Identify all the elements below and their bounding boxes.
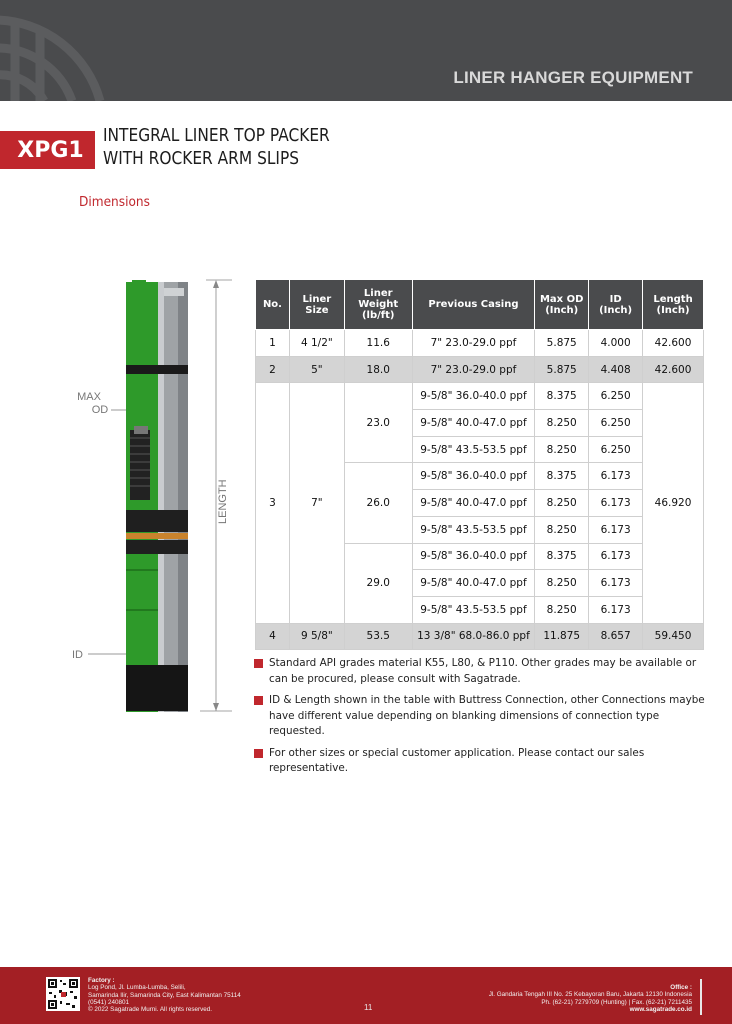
cell-max-od: 5.875 bbox=[535, 330, 589, 357]
cell-max-od: 8.375 bbox=[535, 463, 589, 490]
cell-previous-casing: 9-5/8" 43.5-53.5 ppf bbox=[412, 516, 535, 543]
cell-liner-size: 4 1/2" bbox=[289, 330, 344, 357]
od-label: OD bbox=[91, 404, 109, 416]
length-label: LENGTH bbox=[217, 479, 229, 524]
cell-id: 6.173 bbox=[589, 570, 643, 597]
col-header-previous-casing: Previous Casing bbox=[412, 280, 535, 330]
table-header-row bbox=[256, 280, 704, 330]
max-label: MAX bbox=[77, 391, 101, 403]
cell-id: 6.173 bbox=[589, 463, 643, 490]
cell-length: 42.600 bbox=[643, 356, 704, 383]
cell-length: 59.450 bbox=[643, 623, 704, 650]
cell-previous-casing: 9-5/8" 40.0-47.0 ppf bbox=[412, 570, 535, 597]
cell-max-od: 8.250 bbox=[535, 436, 589, 463]
cell-id: 6.173 bbox=[589, 596, 643, 623]
company-logo-mark bbox=[0, 0, 110, 101]
cell-previous-casing: 9-5/8" 36.0-40.0 ppf bbox=[412, 383, 535, 410]
office-label: Office : bbox=[670, 984, 692, 991]
cell-liner-size: 7" bbox=[289, 383, 344, 623]
factory-line2: Samarinda Ilir, Samarinda City, East Kalimantan 75114 bbox=[88, 991, 241, 999]
copyright: © 2022 Sagatrade Murni. All rights reserved. bbox=[88, 1006, 212, 1014]
note-item bbox=[254, 656, 714, 687]
note-item bbox=[254, 693, 714, 740]
product-title bbox=[103, 125, 330, 171]
dimensions-table bbox=[255, 279, 704, 650]
cell-liner-weight: 29.0 bbox=[344, 543, 412, 623]
cell-previous-casing: 7" 23.0-29.0 ppf bbox=[412, 356, 535, 383]
factory-label: Factory : bbox=[88, 977, 115, 984]
note-item bbox=[254, 746, 714, 777]
packer-technical-drawing bbox=[60, 270, 240, 720]
cell-previous-casing: 9-5/8" 43.5-53.5 ppf bbox=[412, 596, 535, 623]
cell-previous-casing: 9-5/8" 36.0-40.0 ppf bbox=[412, 543, 535, 570]
cell-max-od: 11.875 bbox=[535, 623, 589, 650]
page-number: 11 bbox=[364, 1003, 373, 1012]
cell-liner-size: 5" bbox=[289, 356, 344, 383]
cell-no: 3 bbox=[256, 383, 290, 623]
cell-liner-size: 9 5/8" bbox=[289, 623, 344, 650]
cell-id: 6.173 bbox=[589, 516, 643, 543]
col-header-max-od: Max OD (Inch) bbox=[535, 280, 589, 330]
qr-code-icon bbox=[46, 977, 80, 1011]
office-line2: Ph. (62-21) 7279709 (Hunting) | Fax. (62-21) 7211435 bbox=[541, 998, 692, 1006]
page-header bbox=[0, 0, 732, 101]
cell-id: 6.173 bbox=[589, 543, 643, 570]
cell-liner-weight: 26.0 bbox=[344, 463, 412, 543]
cell-length: 42.600 bbox=[643, 330, 704, 357]
cell-no: 4 bbox=[256, 623, 290, 650]
note-text: For other sizes or special customer application. Please contact our sales representative. bbox=[269, 746, 645, 774]
cell-id: 6.250 bbox=[589, 383, 643, 410]
product-code-badge: XPG1 bbox=[0, 131, 95, 169]
cell-no: 1 bbox=[256, 330, 290, 357]
col-header-liner-weight: Liner Weight (lb/ft) bbox=[344, 280, 412, 330]
id-label: ID bbox=[72, 649, 83, 661]
factory-address bbox=[88, 977, 241, 1013]
office-line1: Jl. Gandaria Tengah III No. 25 Kebayoran Baru, Jakarta 12130 Indonesia bbox=[488, 991, 692, 999]
col-header-length: Length (Inch) bbox=[643, 280, 704, 330]
note-text: ID & Length shown in the table with Buttress Connection, other Connections maybe have different value depending on blanking dimensions of connection type requested. bbox=[269, 694, 705, 737]
table-row bbox=[256, 330, 704, 357]
square-bullet-icon bbox=[254, 696, 263, 705]
table-row bbox=[256, 623, 704, 650]
table-row bbox=[256, 356, 704, 383]
cell-previous-casing: 9-5/8" 43.5-53.5 ppf bbox=[412, 436, 535, 463]
cell-max-od: 8.250 bbox=[535, 570, 589, 597]
cell-previous-casing: 13 3/8" 68.0-86.0 ppf bbox=[412, 623, 535, 650]
notes-list bbox=[254, 656, 714, 783]
square-bullet-icon bbox=[254, 659, 263, 668]
square-bullet-icon bbox=[254, 749, 263, 758]
product-title-line2: WITH ROCKER ARM SLIPS bbox=[103, 149, 300, 169]
note-text: Standard API grades material K55, L80, & P110. Other grades may be available or can be procured, please consult with Sagatrade. bbox=[269, 657, 697, 685]
cell-id: 4.000 bbox=[589, 330, 643, 357]
page-footer bbox=[0, 967, 732, 1024]
cell-liner-weight: 23.0 bbox=[344, 383, 412, 463]
cell-liner-weight: 11.6 bbox=[344, 330, 412, 357]
cell-max-od: 8.250 bbox=[535, 490, 589, 517]
cell-max-od: 8.375 bbox=[535, 543, 589, 570]
cell-max-od: 8.375 bbox=[535, 383, 589, 410]
col-header-no: No. bbox=[256, 280, 290, 330]
table-row bbox=[256, 383, 704, 410]
cell-previous-casing: 9-5/8" 36.0-40.0 ppf bbox=[412, 463, 535, 490]
cell-max-od: 8.250 bbox=[535, 410, 589, 437]
section-title: LINER HANGER EQUIPMENT bbox=[453, 68, 693, 87]
col-header-id: ID (Inch) bbox=[589, 280, 643, 330]
cell-max-od: 8.250 bbox=[535, 596, 589, 623]
cell-id: 6.250 bbox=[589, 410, 643, 437]
cell-length: 46.920 bbox=[643, 383, 704, 623]
office-address bbox=[489, 984, 692, 1013]
cell-previous-casing: 7" 23.0-29.0 ppf bbox=[412, 330, 535, 357]
cell-previous-casing: 9-5/8" 40.0-47.0 ppf bbox=[412, 410, 535, 437]
cell-max-od: 5.875 bbox=[535, 356, 589, 383]
cell-liner-weight: 18.0 bbox=[344, 356, 412, 383]
cell-id: 4.408 bbox=[589, 356, 643, 383]
factory-line1: Log Pond, Jl. Lumba-Lumba, Selili, bbox=[88, 984, 186, 992]
cell-no: 2 bbox=[256, 356, 290, 383]
cell-max-od: 8.250 bbox=[535, 516, 589, 543]
product-title-line1: INTEGRAL LINER TOP PACKER bbox=[103, 126, 330, 146]
cell-liner-weight: 53.5 bbox=[344, 623, 412, 650]
factory-line3: (0541) 240801 bbox=[88, 998, 129, 1006]
cell-id: 6.173 bbox=[589, 490, 643, 517]
cell-id: 8.657 bbox=[589, 623, 643, 650]
col-header-liner-size: Liner Size bbox=[289, 280, 344, 330]
dimensions-heading: Dimensions bbox=[79, 194, 150, 210]
footer-divider bbox=[700, 979, 702, 1015]
cell-id: 6.250 bbox=[589, 436, 643, 463]
website-link[interactable]: www.sagatrade.co.id bbox=[629, 1005, 692, 1013]
cell-previous-casing: 9-5/8" 40.0-47.0 ppf bbox=[412, 490, 535, 517]
